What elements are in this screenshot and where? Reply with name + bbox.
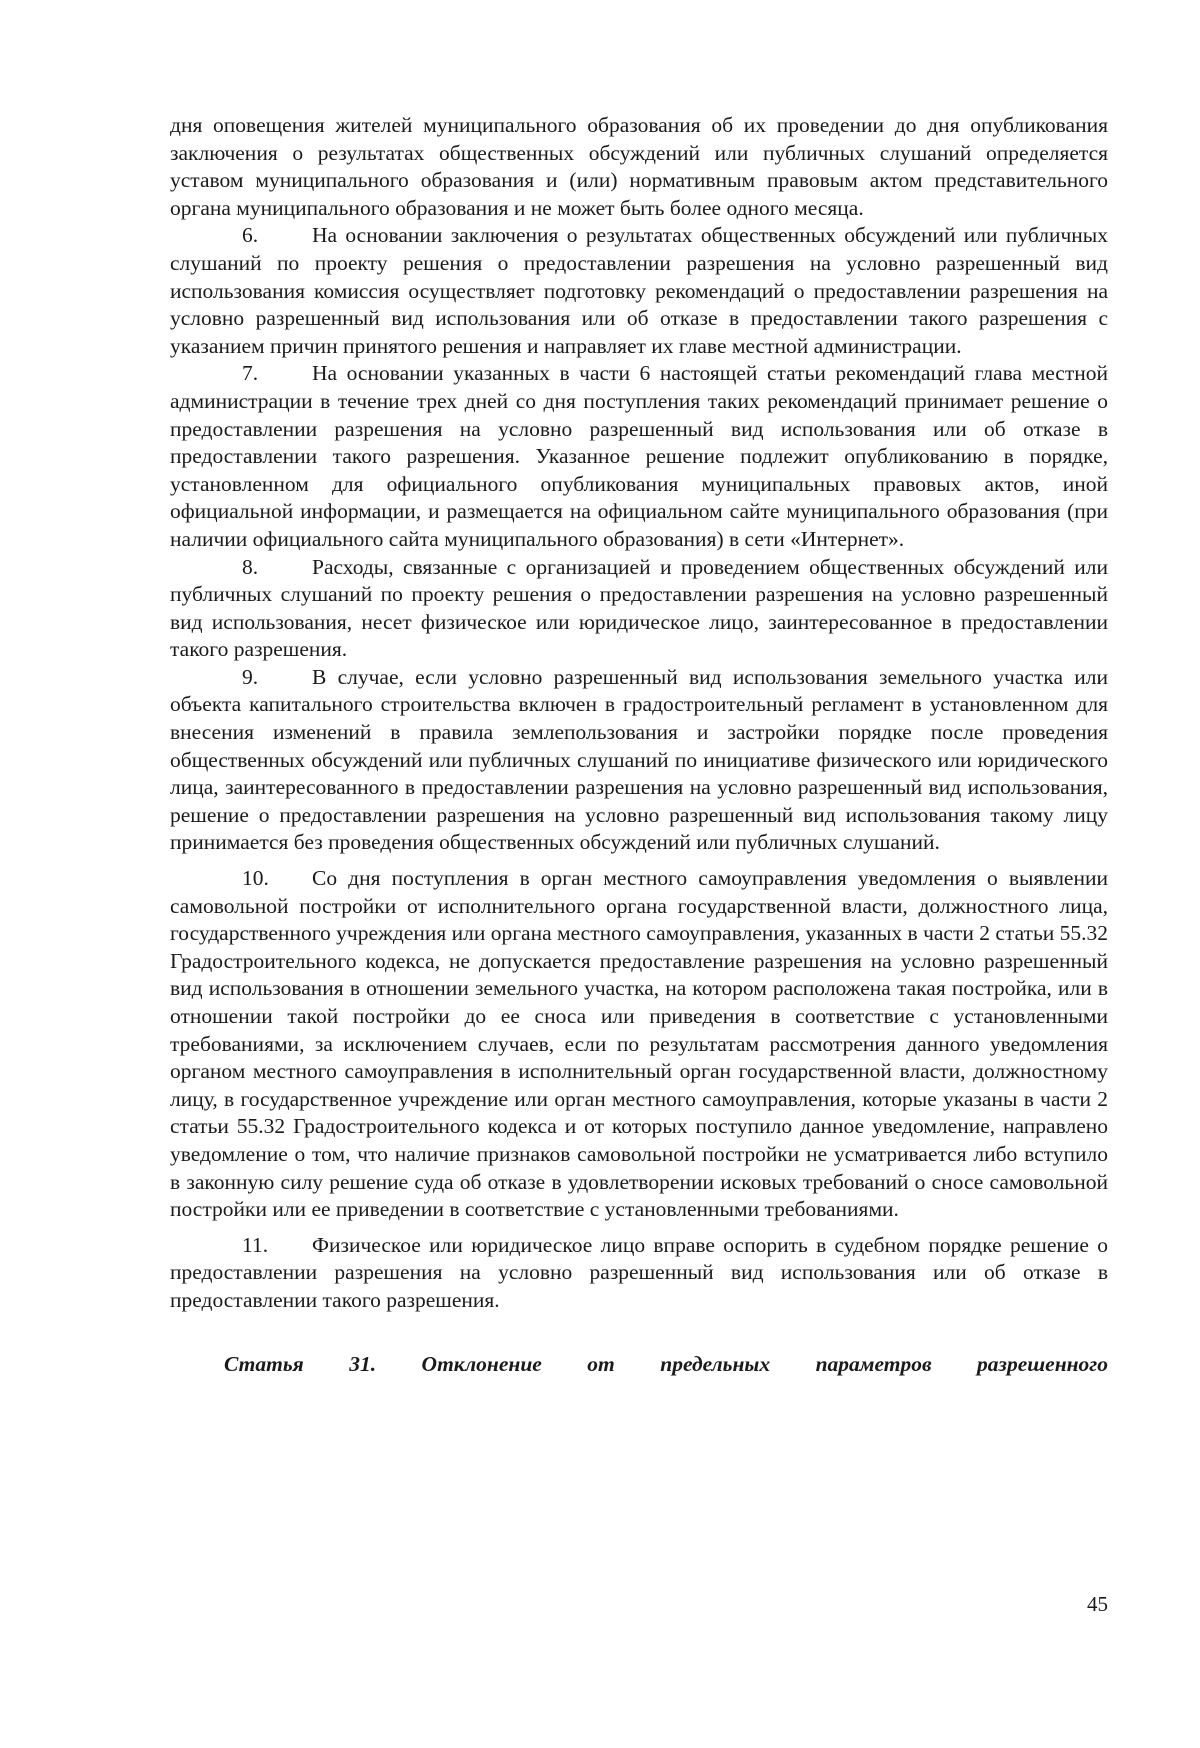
paragraph-text: Со дня поступления в орган местного самоуправления уведомления о выявлении самовольной постройки от исполнительного органа государственной власти, должностного лица, государственного учреждения или органа местного самоуправления, указанных в части 2 статьи 55.32 Градостроительного кодекса, не допускается предоставление разрешения на условно разрешенный вид использования в отношении земельного участка, на котором расположена такая постройка, или в отношении такой постройки до ее сноса или приведения в соответствие с установленными требованиями, за исключением случаев, если по результатам рассмотрения данного уведомления органом местного самоуправления в исполнительный орган государственной власти, должностному лицу, в государственное учреждение или орган местного самоуправления, которые указаны в части 2 статьи 55.32 Градостроительного кодекса и от которых поступило данное уведомление, направлено уведомление о том, что наличие признаков самовольной постройки не усматривается либо вступило в законную силу решение суда об отказе в удовлетворении исковых требований о сносе самовольной постройки или ее приведении в соответствие с установленными требованиями. [170,866,1109,1222]
paragraph-7 [170,360,1108,553]
paragraph-9 [170,664,1108,857]
paragraph-number: 9. [242,664,259,689]
paragraph-number: 7. [242,361,259,386]
paragraph-text: Физическое или юридическое лицо вправе оспорить в судебном порядке решение о предоставлении разрешения на условно разрешенный вид использования или об отказе в предоставлении такого разрешения. [170,1232,1108,1312]
paragraph-number: 11. [242,1232,269,1257]
paragraph-number: 8. [242,554,259,579]
paragraph-6 [170,222,1108,360]
paragraph-number: 10. [242,866,269,891]
page-number: 45 [1087,1592,1108,1616]
paragraph-11 [170,1232,1108,1315]
paragraph-8 [170,554,1108,664]
paragraph-text: В случае, если условно разрешенный вид использования земельного участка или объекта капитального строительства включен в градостроительный регламент в установленном для внесения изменений в правила землепользования и застройки порядке после проведения общественных обсуждений или публичных слушаний по инициативе физического или юридического лица, заинтересованного в предоставлении разрешения на условно разрешенный вид использования, решение о предоставлении разрешения на условно разрешенный вид использования такому лицу принимается без проведения общественных обсуждений или публичных слушаний. [170,664,1108,855]
document-page [170,112,1108,1400]
paragraph-text: На основании указанных в части 6 настоящей статьи рекомендаций глава местной администрации в течение трех дней со дня поступления таких рекомендаций принимает решение о предоставлении разрешения на условно разрешенный вид использования или об отказе в предоставлении такого разрешения. Указанное решение подлежит опубликованию в порядке, установленном для официального опубликования муниципальных правовых актов, иной официальной информации, и размещается на официальном сайте муниципального образования (при наличии официального сайта муниципального образования) в сети «Интернет». [170,361,1108,551]
paragraph-number: 6. [242,223,259,248]
paragraph-10 [170,865,1108,1224]
intro-paragraph: дня оповещения жителей муниципального образования об их проведении до дня опубликования заключения о результатах общественных обсуждений или публичных слушаний определяется уставом муниципального образования и (или) нормативным правовым актом представительного органа муниципального образования и не может быть более одного месяца. [170,113,1108,220]
paragraph-text: На основании заключения о результатах общественных обсуждений или публичных слушаний по проекту решения о предоставлении разрешения на условно разрешенный вид использования комиссия осуществляет подготовку рекомендаций о предоставлении разрешения на условно разрешенный вид использования или об отказе в предоставлении такого разрешения с указанием причин принятого решения и направляет их главе местной администрации. [170,223,1108,358]
paragraph-text: Расходы, связанные с организацией и проведением общественных обсуждений или публичных слушаний по проекту решения о предоставлении разрешения на условно разрешенный вид использования, несет физическое или юридическое лицо, заинтересованное в предоставлении такого разрешения. [170,554,1108,662]
article-heading: Статья 31. Отклонение от предельных параметров разрешенного [224,1351,1108,1376]
